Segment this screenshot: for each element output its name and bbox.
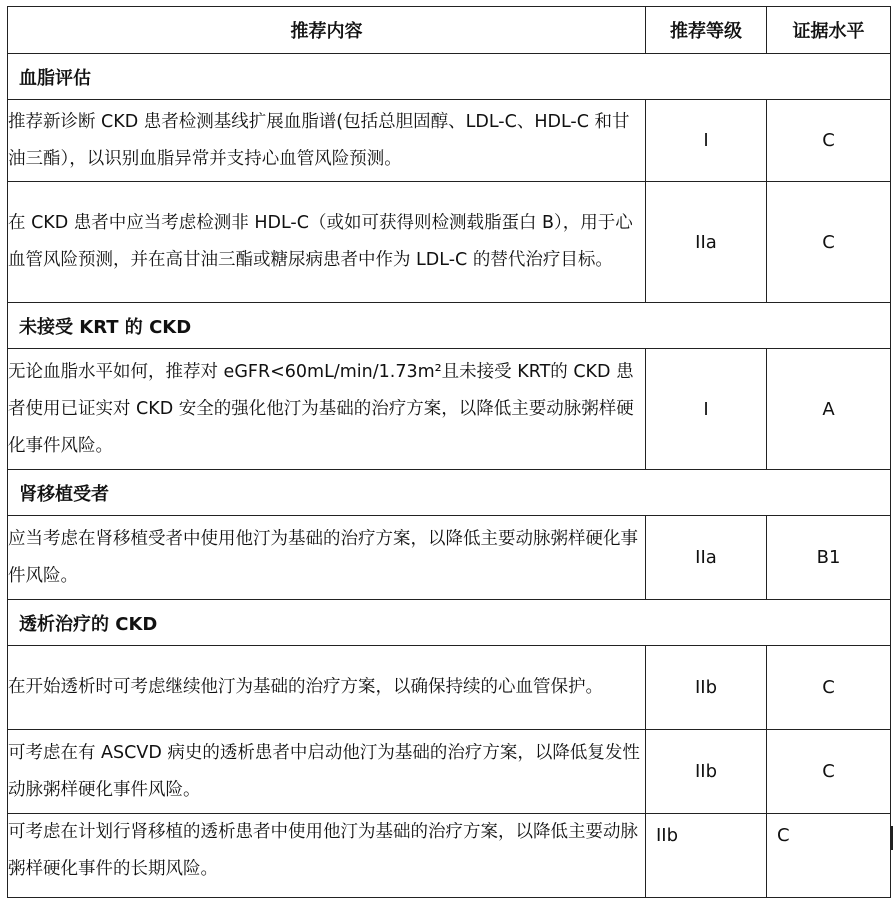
header-evidence: 证据水平 xyxy=(767,7,891,54)
recommendation-text: 无论血脂水平如何，推荐对 eGFR<60mL/min/1.73m²且未接受 KRT的 CKD 患者使用已证实对 CKD 安全的强化他汀为基础的治疗方案，以降低主要动脉粥样硬化事件风险。 xyxy=(8,349,646,470)
evidence-level: C xyxy=(767,814,891,898)
recommendation-text: 在 CKD 患者中应当考虑检测非 HDL-C（或如可获得则检测载脂蛋白 B），用于心血管风险预测，并在高甘油三酯或糖尿病患者中作为 LDL-C 的替代治疗目标。 xyxy=(8,182,646,303)
recommendation-grade: IIa xyxy=(646,516,767,600)
recommendation-grade: I xyxy=(646,349,767,470)
evidence-level: C xyxy=(767,730,891,814)
recommendation-grade: IIb xyxy=(646,730,767,814)
recommendation-grade: IIb xyxy=(646,646,767,730)
table-row xyxy=(8,349,891,470)
table-header-row xyxy=(8,7,891,54)
evidence-level: B1 xyxy=(767,516,891,600)
recommendation-text: 可考虑在有 ASCVD 病史的透析患者中启动他汀为基础的治疗方案，以降低复发性动脉粥样硬化事件风险。 xyxy=(8,730,646,814)
table-row xyxy=(8,646,891,730)
section-title: 透析治疗的 CKD xyxy=(8,600,891,646)
evidence-level: C xyxy=(767,646,891,730)
recommendation-text: 应当考虑在肾移植受者中使用他汀为基础的治疗方案，以降低主要动脉粥样硬化事件风险。 xyxy=(8,516,646,600)
header-content: 推荐内容 xyxy=(8,7,646,54)
table-row xyxy=(8,182,891,303)
evidence-level: A xyxy=(767,349,891,470)
evidence-level: C xyxy=(767,182,891,303)
table-row xyxy=(8,814,891,898)
section-title: 血脂评估 xyxy=(8,54,891,100)
section-title: 肾移植受者 xyxy=(8,470,891,516)
recommendation-text: 推荐新诊断 CKD 患者检测基线扩展血脂谱(包括总胆固醇、LDL-C、HDL-C 和甘油三酯），以识别血脂异常并支持心血管风险预测。 xyxy=(8,100,646,182)
recommendation-grade: IIa xyxy=(646,182,767,303)
recommendation-grade: IIb xyxy=(646,814,767,898)
header-grade: 推荐等级 xyxy=(646,7,767,54)
section-title: 未接受 KRT 的 CKD xyxy=(8,303,891,349)
section-row-lipid-assessment xyxy=(8,54,891,100)
recommendation-table xyxy=(7,6,891,898)
evidence-level: C xyxy=(767,100,891,182)
section-row-dialysis-ckd xyxy=(8,600,891,646)
edge-mark xyxy=(891,826,893,850)
recommendation-text: 在开始透析时可考虑继续他汀为基础的治疗方案，以确保持续的心血管保护。 xyxy=(8,646,646,730)
table-row xyxy=(8,100,891,182)
table-row xyxy=(8,730,891,814)
recommendation-text: 可考虑在计划行肾移植的透析患者中使用他汀为基础的治疗方案，以降低主要动脉粥样硬化事件的长期风险。 xyxy=(8,814,646,898)
section-row-ckd-without-krt xyxy=(8,303,891,349)
table-row xyxy=(8,516,891,600)
recommendation-grade: I xyxy=(646,100,767,182)
section-row-kidney-transplant xyxy=(8,470,891,516)
